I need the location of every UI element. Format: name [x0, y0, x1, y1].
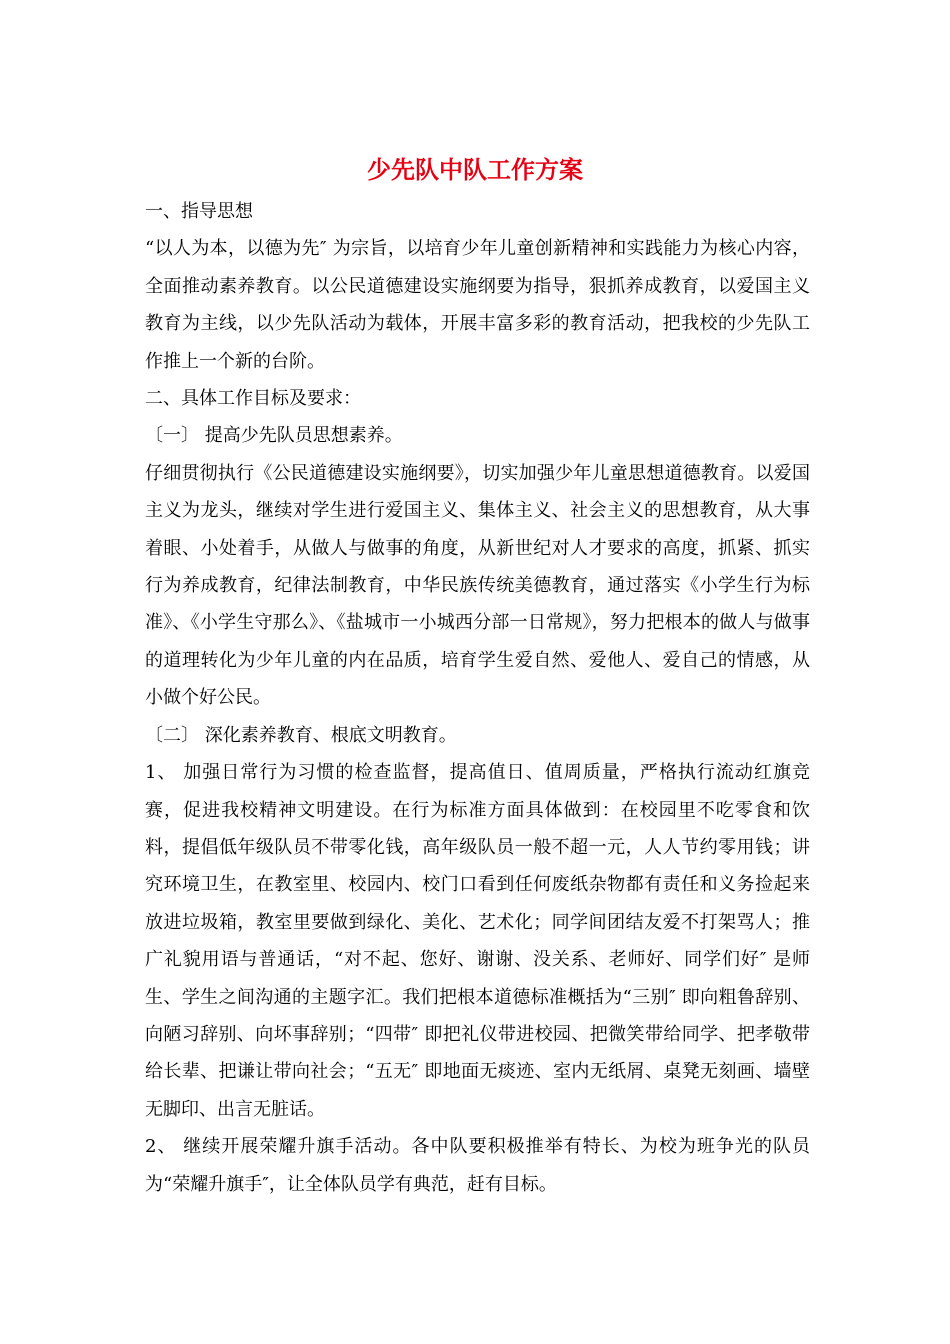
paragraph: 1、 加强日常行为习惯的检查监督，提高值日、值周质量，严格执行流动红旗竞赛，促进我校精神文明建设。在行为标准方面具体做到：在校园里不吃零食和饮料，提倡低年级队员不带零化钱，高年级队员一般不超一元，人人节约零用钱；讲究环境卫生，在教室里、校园内、校门口看到任何废纸杂物都有责任和义务捡起来放进垃圾箱，教室里要做到绿化、美化、艺术化；同学间团结友爱不打架骂人；推广礼貌用语与普通话，“对不起、您好、谢谢、没关系、老师好、同学们好″ 是师生、学生之间沟通的主题字汇。我们把根本道德标准概括为“三别″ 即向粗鲁辞别、向陋习辞别、向坏事辞别；“四带″ 即把礼仪带进校园、把微笑带给同学、把孝敬带给长辈、把谦让带向社会；“五无″ 即地面无痰迹、室内无纸屑、桌凳无刻画、墙壁无脚印、出言无脏话。	[145, 762, 810, 1120]
subsection-heading: 〔二〕 深化素养教育、根底文明教育。	[145, 724, 457, 746]
paragraph: 仔细贯彻执行《公民道德建设实施纲要》，切实加强少年儿童思想道德教育。以爱国主义为龙头，继续对学生进行爱国主义、集体主义、社会主义的思想教育，从大事着眼、小处着手，从做人与做事的角度，从新世纪对人才要求的高度，抓紧、抓实行为养成教育，纪律法制教育，中华民族传统美德教育，通过落实《小学生行为标准》、《小学生守那么》、《盐城市一小城西分部一日常规》，努力把根本的做人与做事的道理转化为少年儿童的内在品质，培育学生爱自然、爱他人、爱自己的情感，从小做个好公民。	[145, 462, 810, 709]
section-heading: 二、具体工作目标及要求：	[145, 388, 361, 410]
document-body	[145, 193, 810, 1203]
paragraph: 2、 继续开展荣耀升旗手活动。各中队要积极推举有特长、为校为班争光的队员为“荣耀升旗手″，让全体队员学有典范，赶有目标。	[145, 1136, 810, 1195]
subsection-heading: 〔一〕 提高少先队员思想素养。	[145, 425, 403, 447]
section-heading: 一、指导思想	[145, 201, 253, 222]
document-title: 少先队中队工作方案	[367, 155, 583, 184]
paragraph: “以人为本，以德为先″ 为宗旨，以培育少年儿童创新精神和实践能力为核心内容，全面推动素养教育。以公民道德建设实施纲要为指导，狠抓养成教育，以爱国主义教育为主线，以少先队活动为载体，开展丰富多彩的教育活动，把我校的少先队工作推上一个新的台阶。	[145, 238, 810, 372]
